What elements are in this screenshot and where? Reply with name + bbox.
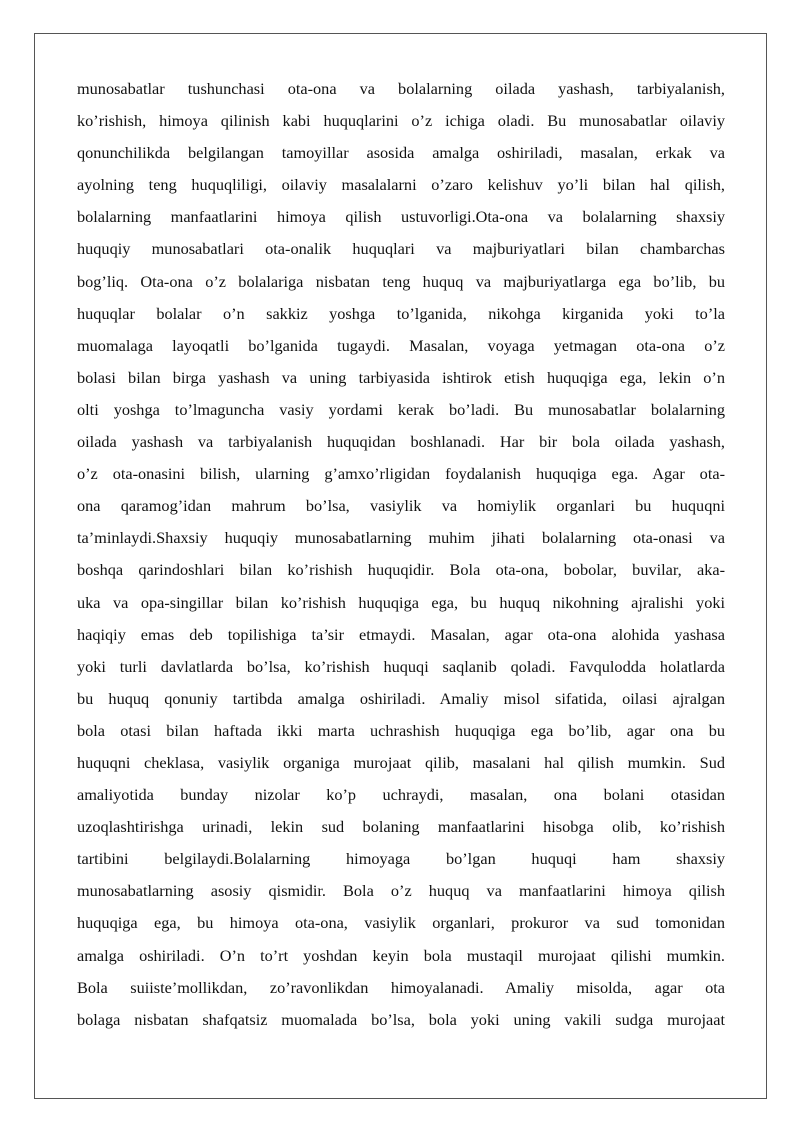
text-line: munosabatlar tushunchasi ota-ona va bolalarning oilada yashash, tarbiyalanish, — [77, 79, 725, 98]
text-line: huquqlar bolalar o’n sakkiz yoshga to’lganida, nikohga kirganida yoki to’la — [77, 303, 725, 323]
text-line: bolalarning manfaatlarini himoya qilish ustuvorligi.Ota-ona va bolalarning shaxsiy — [77, 207, 725, 227]
text-line: huquqiga ega, bu himoya ota-ona, vasiylik organlari, prokuror va sud tomonidan — [77, 913, 725, 933]
text-line: haqiqiy emas deb topilishiga ta’sir etmaydi. Masalan, agar ota-ona alohida yashasa — [77, 624, 725, 644]
text-line: huquqni cheklasa, vasiylik organiga murojaat qilib, masalani hal qilish mumkin. Sud — [77, 752, 725, 772]
document-body — [77, 73, 725, 1036]
text-line: olti yoshga to’lmaguncha vasiy yordami kerak bo’ladi. Bu munosabatlar bolalarning — [77, 399, 725, 419]
text-line: ayolning teng huquqliligi, oilaviy masalalarni o’zaro kelishuv yo’li bilan hal qilish, — [77, 175, 725, 195]
text-line: bog’liq. Ota-ona o’z bolalariga nisbatan teng huquq va majburiyatlarga ega bo’lib, bu — [77, 271, 725, 291]
text-line: Bola suiiste’mollikdan, zo’ravonlikdan himoyalanadi. Amaliy misolda, agar ota — [77, 977, 725, 997]
text-line: ta’minlaydi.Shaxsiy huquqiy munosabatlarning muhim jihati bolalarning ota-onasi va — [77, 528, 725, 548]
text-line: uka va opa-singillar bilan ko’rishish huquqiga ega, bu huquq nikohning ajralishi yoki — [77, 592, 725, 612]
text-line: bolaga nisbatan shafqatsiz muomalada bo’lsa, bola yoki uning vakili sudga murojaat — [77, 1009, 725, 1029]
text-line: munosabatlarning asosiy qismidir. Bola o’z huquq va manfaatlarini himoya qilish — [77, 881, 725, 901]
text-line: amaliyotida bunday nizolar ko’p uchraydi, masalan, ona bolani otasidan — [77, 785, 725, 805]
text-line: boshqa qarindoshlari bilan ko’rishish huquqidir. Bola ota-ona, bobolar, buvilar, aka- — [77, 560, 725, 580]
text-line: yoki turli davlatlarda bo’lsa, ko’rishish huquqi saqlanib qoladi. Favqulodda holatlarda — [77, 656, 725, 676]
text-line: uzoqlashtirishga urinadi, lekin sud bolaning manfaatlarini hisobga olib, ko’rishish — [77, 817, 725, 837]
text-line: huquqiy munosabatlari ota-onalik huquqlari va majburiyatlari bilan chambarchas — [77, 239, 725, 259]
text-line: tartibini belgilaydi.Bolalarning himoyaga bo’lgan huquqi ham shaxsiy — [77, 849, 725, 869]
text-line: ko’rishish, himoya qilinish kabi huquqlarini o’z ichiga oladi. Bu munosabatlar oilaviy — [77, 111, 725, 131]
text-line: bola otasi bilan haftada ikki marta uchrashish huquqiga ega bo’lib, agar ona bu — [77, 720, 725, 740]
text-line: oilada yashash va tarbiyalanish huquqidan boshlanadi. Har bir bola oilada yashash, — [77, 432, 725, 452]
text-line: muomalaga layoqatli bo’lganida tugaydi. Masalan, voyaga yetmagan ota-ona o’z — [77, 335, 725, 355]
text-line: o’z ota-onasini bilish, ularning g’amxo’rligidan foydalanish huquqiga ega. Agar ota- — [77, 464, 725, 484]
text-line: amalga oshiriladi. O’n to’rt yoshdan keyin bola mustaqil murojaat qilishi mumkin. — [77, 945, 725, 965]
text-line: bu huquq qonuniy tartibda amalga oshiriladi. Amaliy misol sifatida, oilasi ajralgan — [77, 688, 725, 708]
text-line: qonunchilikda belgilangan tamoyillar asosida amalga oshiriladi, masalan, erkak va — [77, 143, 725, 163]
text-line: bolasi bilan birga yashash va uning tarbiyasida ishtirok etish huquqiga ega, lekin o’n — [77, 367, 725, 387]
text-line: ona qaramog’idan mahrum bo’lsa, vasiylik va homiylik organlari bu huquqni — [77, 496, 725, 516]
